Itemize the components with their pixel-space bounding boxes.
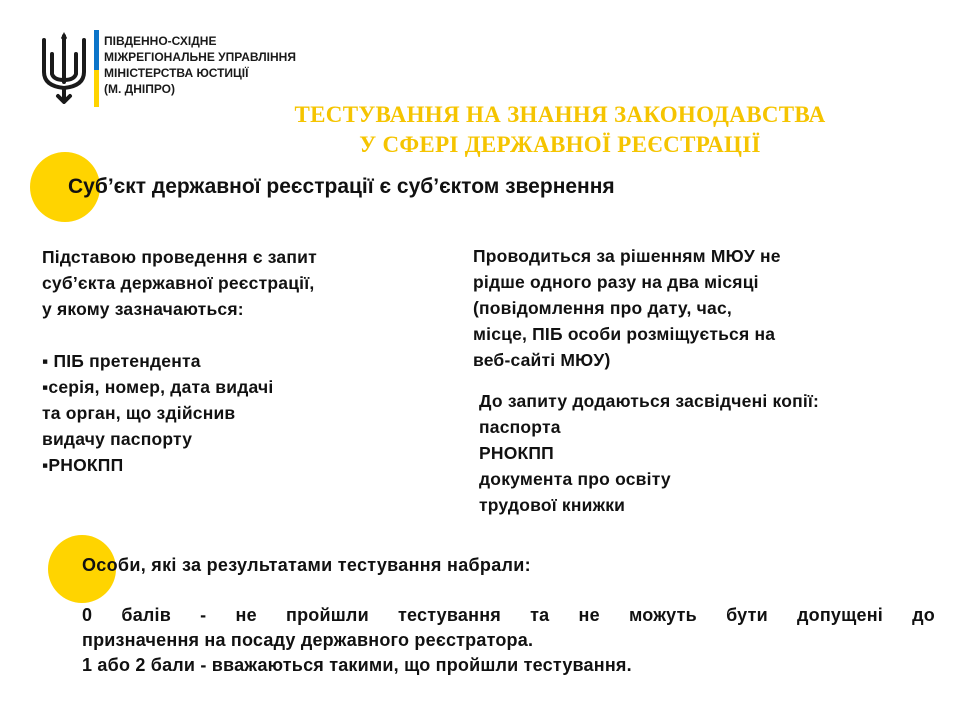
request-requirements: [42, 244, 317, 478]
list-item: ▪серія, номер, дата видачі: [42, 377, 274, 397]
logo-blue-bar: [94, 30, 99, 70]
trident-icon: [40, 32, 88, 104]
list-item: документа про освіту: [479, 469, 671, 489]
list-item: РНОКПП: [479, 443, 554, 463]
text-line: веб-сайті МЮУ): [473, 350, 611, 370]
testing-schedule: [473, 243, 781, 373]
text-line: у якому зазначаються:: [42, 299, 244, 319]
org-name-line: МІНІСТЕРСТВА ЮСТИЦІЇ: [104, 66, 249, 80]
list-item: трудової книжки: [479, 495, 626, 515]
text-line: суб’єкта державної реєстрації,: [42, 273, 315, 293]
org-name-line: ПІВДЕННО-СХІДНЕ: [104, 34, 217, 48]
results-heading: Особи, які за результатами тестування набрали:: [82, 555, 531, 575]
text-line: призначення на посаду державного реєстратора.: [82, 630, 534, 650]
text-line: 1 або 2 бали - вважаються такими, що пройшли тестування.: [82, 655, 632, 675]
subject-statement: Суб’єкт державної реєстрації є суб’єктом звернення: [68, 175, 615, 198]
text-line: (повідомлення про дату, час,: [473, 298, 732, 318]
list-item: паспорта: [479, 417, 561, 437]
list-item: ▪ ПІБ претендента: [42, 351, 201, 371]
org-name-line: (М. ДНІПРО): [104, 82, 176, 96]
text-line: [42, 322, 317, 348]
logo-yellow-bar: [94, 70, 99, 107]
page-title-line: У СФЕРІ ДЕРЖАВНОЇ РЕЄСТРАЦІЇ: [359, 132, 761, 157]
text-line: видачу паспорту: [42, 429, 193, 449]
list-item: ▪РНОКПП: [42, 455, 124, 475]
text-line: місце, ПІБ особи розміщується на: [473, 324, 776, 344]
text-line: До запиту додаються засвідчені копії:: [479, 391, 820, 411]
org-name: [104, 33, 296, 97]
attached-documents: [479, 389, 819, 519]
text-line: та орган, що здійснив: [42, 403, 236, 423]
text-line: Підставою проведення є запит: [42, 247, 317, 267]
text-line: 0 балів - не пройшли тестування та не можуть бути допущені до: [82, 605, 935, 625]
text-line: рідше одного разу на два місяці: [473, 272, 759, 292]
results-description: [82, 603, 935, 678]
org-logo: [40, 30, 330, 110]
org-name-line: МІЖРЕГІОНАЛЬНЕ УПРАВЛІННЯ: [104, 50, 296, 64]
text-line: Проводиться за рішенням МЮУ не: [473, 246, 781, 266]
page-title: [200, 100, 920, 160]
page-title-line: ТЕСТУВАННЯ НА ЗНАННЯ ЗАКОНОДАВСТВА: [294, 102, 826, 127]
